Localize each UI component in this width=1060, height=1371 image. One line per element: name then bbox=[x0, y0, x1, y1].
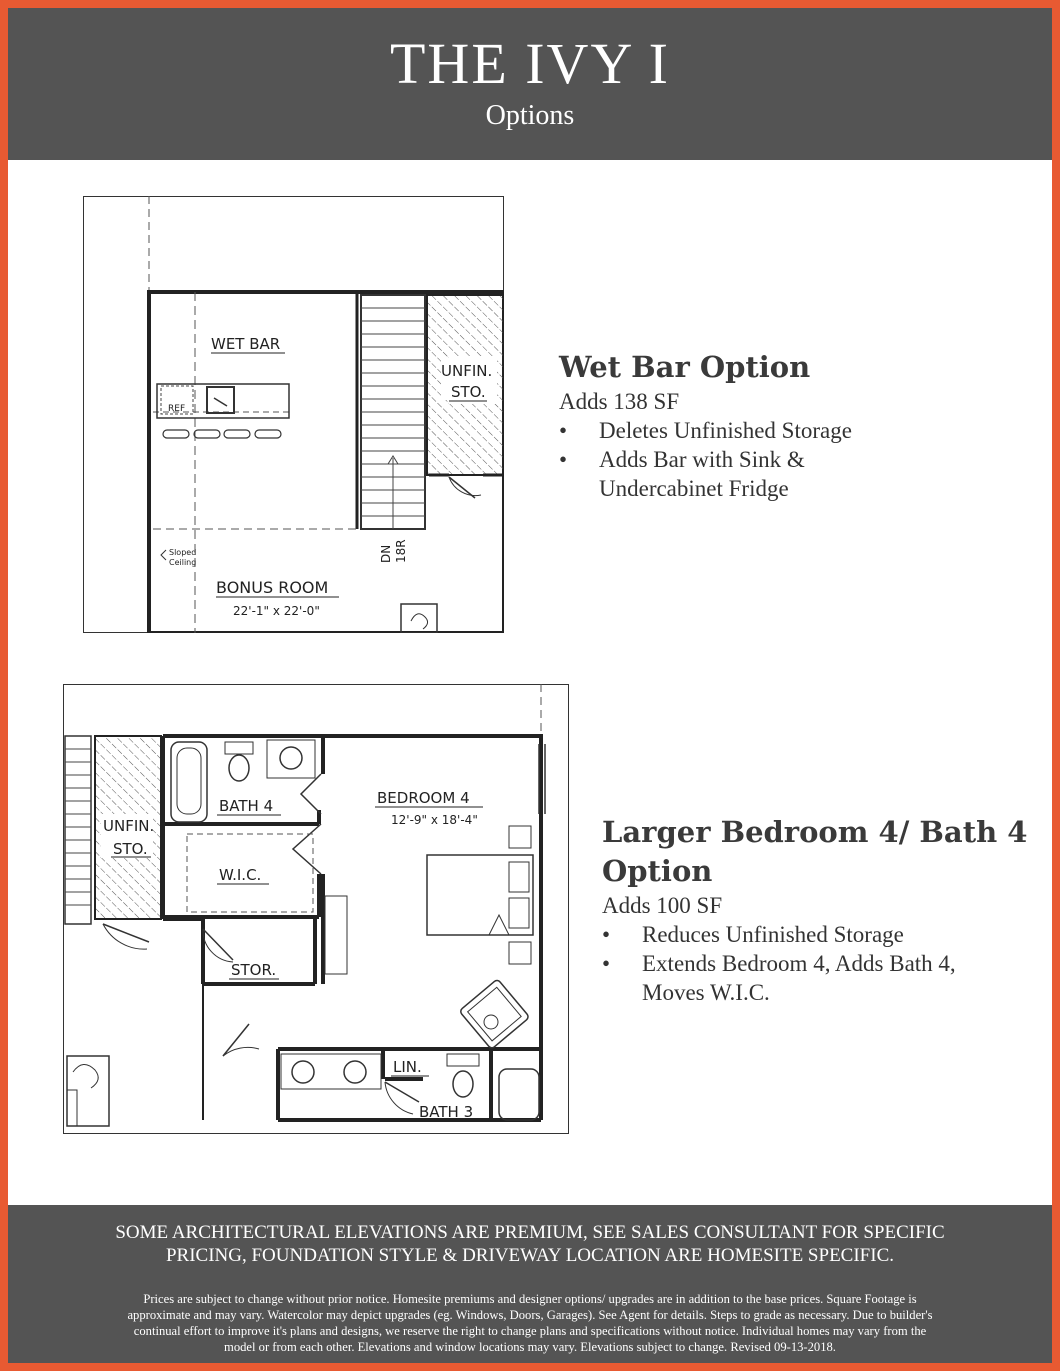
bedroom-bath-option-bullets bbox=[602, 920, 1042, 1007]
bedroom-bath-option-title-line1: Larger Bedroom 4/ Bath 4 bbox=[602, 815, 1028, 849]
bedroom-bath-floor-plan bbox=[63, 684, 569, 1134]
page-title: THE IVY I bbox=[390, 31, 670, 96]
label-sloped: Sloped bbox=[169, 548, 197, 557]
label-lin: LIN. bbox=[393, 1058, 422, 1076]
label-bath4: BATH 4 bbox=[219, 797, 274, 815]
label-sto-2: STO. bbox=[113, 840, 148, 858]
fine-print-line: approximate and may vary. Watercolor may depict upgrades (eg. Windows, Doors, Garages). See Agent for details. Steps to grade as necessary. Due to builder's bbox=[127, 1308, 933, 1322]
label-sto-1: STO. bbox=[451, 383, 486, 401]
label-ref: REF bbox=[168, 404, 186, 414]
label-wic: W.I.C. bbox=[219, 866, 262, 884]
label-unfin-2: UNFIN. bbox=[103, 817, 155, 835]
label-bonus-room: BONUS ROOM bbox=[216, 578, 329, 597]
wet-bar-option-adds: Adds 138 SF bbox=[559, 389, 680, 414]
footer-fine-print bbox=[16, 1291, 1044, 1355]
wet-bar-option-description bbox=[559, 348, 1029, 503]
list-item: • Extends Bedroom 4, Adds Bath 4, bbox=[602, 951, 956, 976]
label-dn: DN bbox=[379, 544, 393, 563]
label-bedroom4: BEDROOM 4 bbox=[377, 789, 470, 807]
list-item: • Reduces Unfinished Storage bbox=[602, 922, 904, 947]
label-bath3: BATH 3 bbox=[419, 1103, 474, 1121]
page-subtitle: Options bbox=[485, 100, 575, 131]
label-bonus-dims: 22'-1" x 22'-0" bbox=[233, 604, 320, 618]
header-band bbox=[8, 8, 1052, 160]
label-18r: 18R bbox=[394, 539, 408, 563]
footer-band bbox=[8, 1205, 1052, 1363]
fine-print-line: Prices are subject to change without prior notice. Homesite premiums and designer options/ upgrades are in addition to the base prices. Square Footage is bbox=[143, 1292, 917, 1306]
fine-print-line: model or from each other. Elevations and window locations may vary. Elevations subject to change. Revised 09-13-2018. bbox=[224, 1340, 836, 1354]
page bbox=[8, 8, 1052, 1363]
label-unfin-1: UNFIN. bbox=[441, 362, 493, 380]
label-wet-bar: WET BAR bbox=[211, 335, 281, 353]
list-item: Moves W.I.C. bbox=[642, 980, 770, 1005]
wet-bar-option-title: Wet Bar Option bbox=[559, 350, 811, 384]
footer-notice-line1: SOME ARCHITECTURAL ELEVATIONS ARE PREMIUM, SEE SALES CONSULTANT FOR SPECIFIC bbox=[115, 1222, 945, 1243]
bedroom-bath-option-title-line2: Option bbox=[602, 854, 713, 888]
list-item: Undercabinet Fridge bbox=[599, 476, 789, 501]
wet-bar-option-bullets bbox=[559, 416, 1029, 503]
list-item: • Adds Bar with Sink & bbox=[559, 447, 805, 472]
wet-bar-floor-plan bbox=[83, 196, 504, 633]
list-item: • Deletes Unfinished Storage bbox=[559, 418, 852, 443]
bedroom-bath-option-description bbox=[602, 813, 1042, 1007]
footer-notice-line2: PRICING, FOUNDATION STYLE & DRIVEWAY LOCATION ARE HOMESITE SPECIFIC. bbox=[165, 1245, 894, 1266]
footer-notice bbox=[28, 1221, 1032, 1267]
label-stor: STOR. bbox=[231, 961, 277, 979]
bedroom-bath-option-adds: Adds 100 SF bbox=[602, 893, 723, 918]
label-bedroom-dims: 12'-9" x 18'-4" bbox=[391, 813, 478, 827]
label-ceiling: Ceiling bbox=[169, 558, 197, 567]
fine-print-line: continual effort to improve it's plans and designs, we reserve the right to change plans and specifications without notice. Individual homes may vary from the bbox=[133, 1324, 927, 1338]
